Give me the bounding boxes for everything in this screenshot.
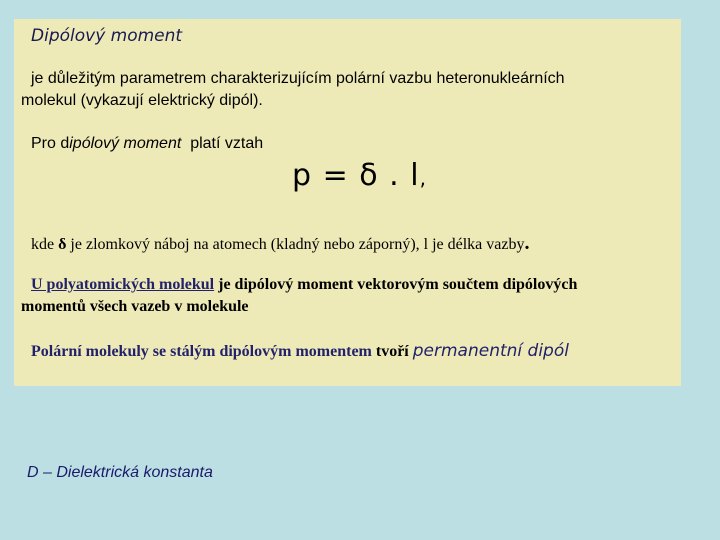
explanation-pre: kde — [31, 236, 59, 253]
explanation-period: . — [524, 232, 530, 254]
polar-mid: tvoří — [371, 343, 413, 360]
polyatomic-line-2: momentů všech vazeb v molekule — [21, 298, 249, 315]
relation-post: platí vztah — [190, 135, 264, 152]
relation-intro — [31, 135, 263, 153]
formula-main: p = δ . l — [292, 158, 420, 193]
permanent-dipole: permanentní dipól — [412, 341, 569, 361]
dipole-formula — [292, 158, 427, 193]
dielectric-constant-heading: D – Dielektrická konstanta — [27, 464, 213, 481]
polyatomic-line-1 — [31, 276, 577, 294]
explanation-post: je zlomkový náboj na atomech (kladný nebo záporný), l je délka vazby — [66, 236, 525, 253]
slide-title: Dipólový moment — [31, 26, 183, 46]
polyatomic-underlined: U polyatomických molekul — [31, 276, 215, 293]
relation-italic: ipólový moment — [69, 135, 182, 152]
formula-explanation — [31, 232, 529, 255]
delta-symbol: δ — [58, 236, 67, 253]
intro-line-2: molekul (vykazují elektrický dipól). — [21, 92, 263, 109]
polar-molecules-line — [31, 341, 569, 361]
polyatomic-rest: je dipólový moment vektorovým součtem dipólových — [214, 276, 578, 293]
formula-comma: , — [419, 166, 427, 190]
polar-colored: Polární molekuly se stálým dipólovým momentem — [31, 343, 372, 360]
relation-pre: Pro d — [31, 135, 70, 152]
intro-line-1: je důležitým parametrem charakterizujícím polární vazbu heteronukleárních — [31, 70, 565, 87]
